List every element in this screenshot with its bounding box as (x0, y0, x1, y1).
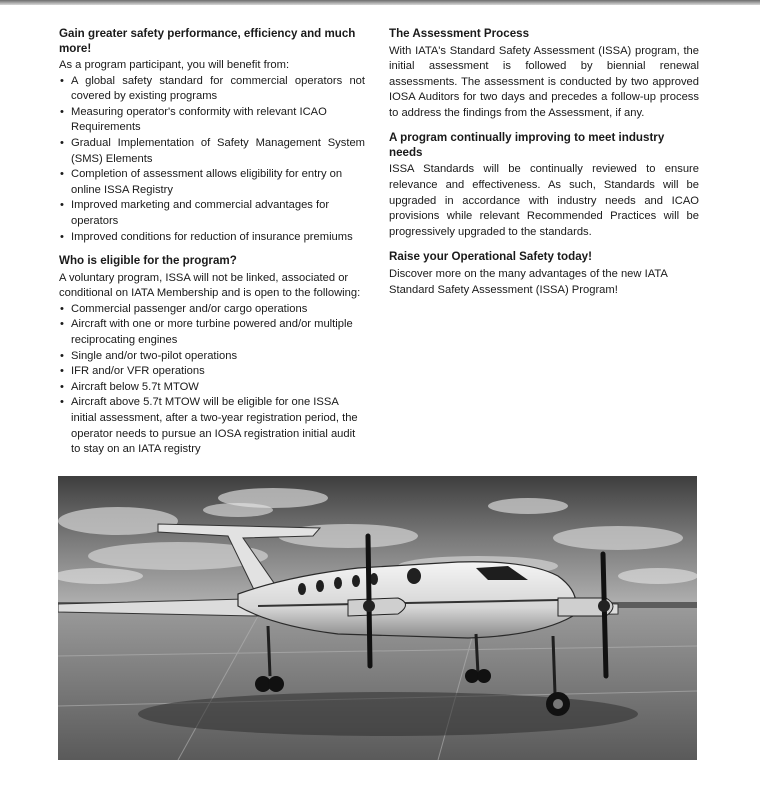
raise-safety-heading: Raise your Operational Safety today! (389, 250, 592, 264)
list-item: • IFR and/or VFR operations (59, 364, 365, 380)
eligibility-intro: A voluntary program, ISSA will not be linked, associated or conditional on IATA Membership and is open to the following: (59, 271, 361, 300)
list-item: • Commercial passenger and/or cargo operations (59, 302, 365, 318)
improving-text: ISSA Standards will be continually reviewed to ensure relevance and effectiveness. As such, Standards will be upgraded in accordance with industry needs and ICAO provisions while relevant Recommended Practices will be progressively upgraded to the standards. (389, 163, 699, 238)
list-item: • Improved conditions for reduction of insurance premiums (59, 230, 365, 246)
top-rule (0, 0, 760, 5)
list-item: • Measuring operator's conformity with relevant ICAO Requirements (59, 105, 365, 136)
list-item: • Completion of assessment allows eligibility for entry on online ISSA Registry (59, 167, 365, 198)
improving-heading: A program continually improving to meet industry needs (389, 131, 665, 159)
right-column (389, 27, 699, 298)
list-item: • Single and/or two-pilot operations (59, 349, 365, 365)
list-item: • Aircraft below 5.7t MTOW (59, 380, 365, 396)
list-item: • Improved marketing and commercial advantages for operators (59, 198, 365, 229)
aircraft-photo (58, 476, 697, 760)
assessment-process-heading: The Assessment Process (389, 27, 530, 40)
eligibility-list (59, 302, 365, 458)
benefits-intro: As a program participant, you will benefit from: (59, 59, 290, 71)
turboprop-aircraft-image (58, 476, 697, 760)
assessment-process-text: With IATA's Standard Safety Assessment (ISSA) program, the initial assessment is followed by biennial renewal assessments. The assessment is conducted by two approved IOSA Auditors for two days and precedes a follow-up process to address the findings from the Assessment, if any. (389, 44, 699, 119)
raise-safety-text: Discover more on the many advantages of the new IATA Standard Safety Assessment (ISSA) Program! (389, 267, 668, 296)
left-column (59, 27, 365, 458)
benefits-list (59, 74, 365, 246)
benefits-heading: Gain greater safety performance, efficiency and much more! (59, 27, 356, 55)
list-item: • Aircraft with one or more turbine powered and/or multiple reciprocating engines (59, 317, 365, 348)
list-item: • A global safety standard for commercial operators not covered by existing programs (59, 74, 365, 105)
list-item: • Gradual Implementation of Safety Management System (SMS) Elements (59, 136, 365, 167)
list-item: • Aircraft above 5.7t MTOW will be eligible for one ISSA initial assessment, after a two-year registration period, the operator needs to pursue an IOSA registration initial audit to stay on an IATA registry (59, 395, 365, 457)
eligibility-heading: Who is eligible for the program? (59, 254, 237, 268)
